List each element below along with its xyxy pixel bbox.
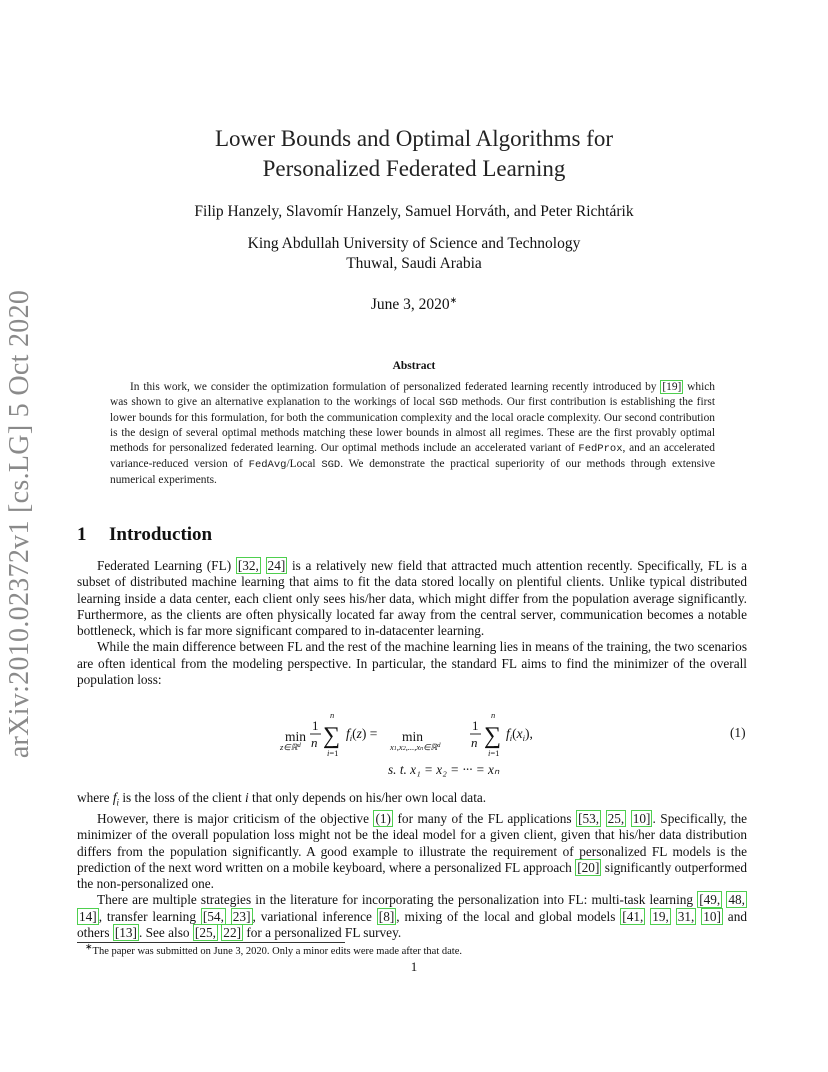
abstract-text: In this work, we consider the optimization formulation of personalized federated learning recently introduced by (130, 381, 661, 393)
code-term: SGD (439, 397, 458, 409)
svg-text:i=1: i=1 (488, 748, 500, 758)
paragraph-text: There are multiple strategies in the literature for incorporating the personalization into FL: multi-task learning (97, 892, 698, 908)
svg-text:n: n (471, 735, 478, 750)
citation-link[interactable]: 10] (632, 810, 651, 826)
paragraph-text: , transfer learning (98, 908, 201, 924)
citation-link[interactable]: 31, (677, 908, 695, 924)
citation-link[interactable]: 24] (267, 558, 286, 573)
affiliation-line-2: Thuwal, Saudi Arabia (346, 255, 482, 272)
svg-text:∑: ∑ (323, 723, 341, 749)
citation-link[interactable]: [20] (577, 859, 600, 875)
citation-link[interactable]: [54, (202, 908, 224, 924)
citation-link[interactable]: [53, (578, 810, 600, 826)
paragraph-text: where (77, 790, 113, 805)
paragraph-text: Federated Learning (FL) (97, 558, 236, 573)
paragraph-text: is the loss of the client (119, 790, 245, 805)
paper-title (0, 124, 828, 184)
paper-date (0, 296, 828, 314)
footnote-mark: ∗ (85, 941, 93, 952)
svg-text:∑: ∑ (484, 723, 502, 749)
abstract-text: which was shown to give an alternative explanation to the workings of local (110, 381, 715, 408)
paragraph-text: . Specifically, the minimizer of the overall population loss might not be the ideal model for a given client, given that his/her data distribution differs from the population significantly. A good example to illustrate the requirement of personalized FL models is the prediction of the next word written on a mobile keyboard, where a personalized FL approach (77, 810, 747, 875)
svg-text:min: min (402, 729, 424, 744)
paragraph-text: is a relatively new field that attracted much attention recently. Specifically, FL is a subset of distributed machine learning that aims to fit the data stored locally on plentiful clients. Unlike typical distributed learning inside a data center, each client only sees his/her data, which might differ from the population average significantly. Furthermore, as the clients are often physically located far away from the central server, communication becomes a notable bottleneck, which is far more significant compared to in-datacenter learning. (77, 558, 747, 639)
abstract-text: /Local (286, 458, 322, 470)
page-number: 1 (410, 959, 418, 974)
paragraph (77, 639, 747, 688)
citation-link[interactable]: [25, (194, 925, 216, 941)
paragraph-text: and others (77, 908, 748, 941)
paragraph-text: While the main difference between FL and the rest of the machine learning lies in means of the training, the two scenarios are often identical from the modeling perspective. In particular, the standard FL aims to find the minimizer of the overall population loss: (77, 639, 747, 688)
svg-text:x1,x2,...,xn∈ℝd: x1,x2,...,xn∈ℝ$^d$ (390, 742, 441, 752)
affiliation (0, 234, 828, 274)
section-number: 1 (77, 524, 87, 545)
citation-link[interactable]: 23] (232, 908, 251, 924)
abstract-text: methods. Our first contribution is establishing the first lower bounds for this formulation, for both the communication complexity and the local oracle complexity. Our second contribution is the design of several optimal methods matching these lower bounds in almost all regimes. These are the first provably optimal methods for personalized federated learning. Our optimal methods include an accelerated variant of (110, 396, 715, 454)
svg-text:1: 1 (472, 718, 479, 733)
footnote-marker[interactable]: ∗ (449, 294, 458, 305)
author-list: Filip Hanzely, Slavomír Hanzely, Samuel Horváth, and Peter Richtárik (194, 203, 634, 220)
footnote (85, 941, 462, 957)
section-title: Introduction (109, 524, 213, 545)
equation-number: (1) (730, 725, 746, 740)
math-symbol: $f_i$ (112, 790, 120, 808)
paragraph (77, 558, 747, 639)
abstract-text: . We demonstrate the practical superiority of our methods through extensive numerical experiments. (110, 458, 715, 486)
paragraph-text: . See also (138, 925, 193, 941)
equation-reference-link[interactable]: (1) (375, 810, 391, 826)
svg-text:i=1: i=1 (327, 748, 339, 758)
svg-text:fi(z) =: $f_i(z)$ = (346, 726, 378, 743)
svg-text:n: n (311, 735, 318, 750)
citation-link[interactable]: [19] (662, 381, 682, 393)
abstract-text: , and an accelerated variance-reduced version of (110, 442, 715, 470)
abstract-heading: Abstract (392, 360, 436, 372)
citation-link[interactable]: [49, (699, 892, 721, 908)
intro-body (77, 558, 747, 688)
citation-link[interactable]: [13] (114, 925, 137, 941)
citation-link[interactable]: 25, (607, 810, 625, 826)
code-term: SGD (321, 459, 341, 471)
paragraph-text: significantly outperformed the non-personalized one. (77, 859, 747, 892)
svg-text:1: 1 (312, 718, 319, 733)
svg-text:fi(xi),: $f_i(x_i)$, (506, 726, 533, 743)
citation-link[interactable]: [41, (622, 908, 644, 924)
code-term: FedProx (578, 443, 623, 455)
paragraph-text: for many of the FL applications (393, 810, 577, 826)
math-symbol: i (244, 790, 249, 805)
citation-link[interactable]: 10] (703, 908, 721, 924)
footnote-text: The paper was submitted on June 3, 2020. Only a minor edits were made after that date. (92, 946, 462, 957)
citation-link[interactable]: 48, (728, 892, 745, 908)
svg-text:n: n (491, 712, 496, 720)
svg-text:n: n (330, 712, 335, 720)
citation-link[interactable]: 14] (79, 908, 97, 924)
section-heading (77, 524, 212, 546)
date-text: June 3, 2020 (370, 296, 450, 313)
citation-link[interactable]: [8] (378, 908, 395, 924)
svg-text:z∈ℝd: z∈ℝ$^d$ (280, 742, 301, 752)
paragraph-text: that only depends on his/her own local data. (248, 790, 487, 805)
code-term: FedAvg (248, 459, 287, 471)
paragraph (77, 892, 747, 941)
citation-link[interactable]: 19, (652, 908, 669, 924)
title-line-1: Lower Bounds and Optimal Algorithms for (215, 126, 613, 151)
equation-constraint: s. t. x₁ = x₂ = ··· = xₙ (388, 762, 500, 777)
paragraph (77, 790, 747, 811)
paragraph-text: , variational inference (252, 908, 377, 924)
equation-1 (0, 712, 828, 780)
affiliation-line-1: King Abdullah University of Science and Technology (247, 235, 581, 252)
footnote-divider (77, 942, 345, 943)
svg-text:min: min (285, 729, 307, 744)
intro-body-continued (77, 790, 747, 941)
citation-link[interactable]: 22] (223, 925, 242, 941)
paragraph-text: for a personalized FL survey. (243, 925, 402, 941)
citation-link[interactable]: [32, (237, 558, 259, 573)
title-line-2: Personalized Federated Learning (262, 156, 566, 181)
paragraph-text: , mixing of the local and global models (396, 908, 621, 924)
abstract-body (110, 380, 715, 488)
paragraph (77, 811, 747, 892)
paragraph-text: However, there is major criticism of the objective (97, 810, 374, 826)
arxiv-stamp-text: arXiv:2010.02372v1 [cs.LG] 5 Oct 2020 (4, 289, 36, 759)
